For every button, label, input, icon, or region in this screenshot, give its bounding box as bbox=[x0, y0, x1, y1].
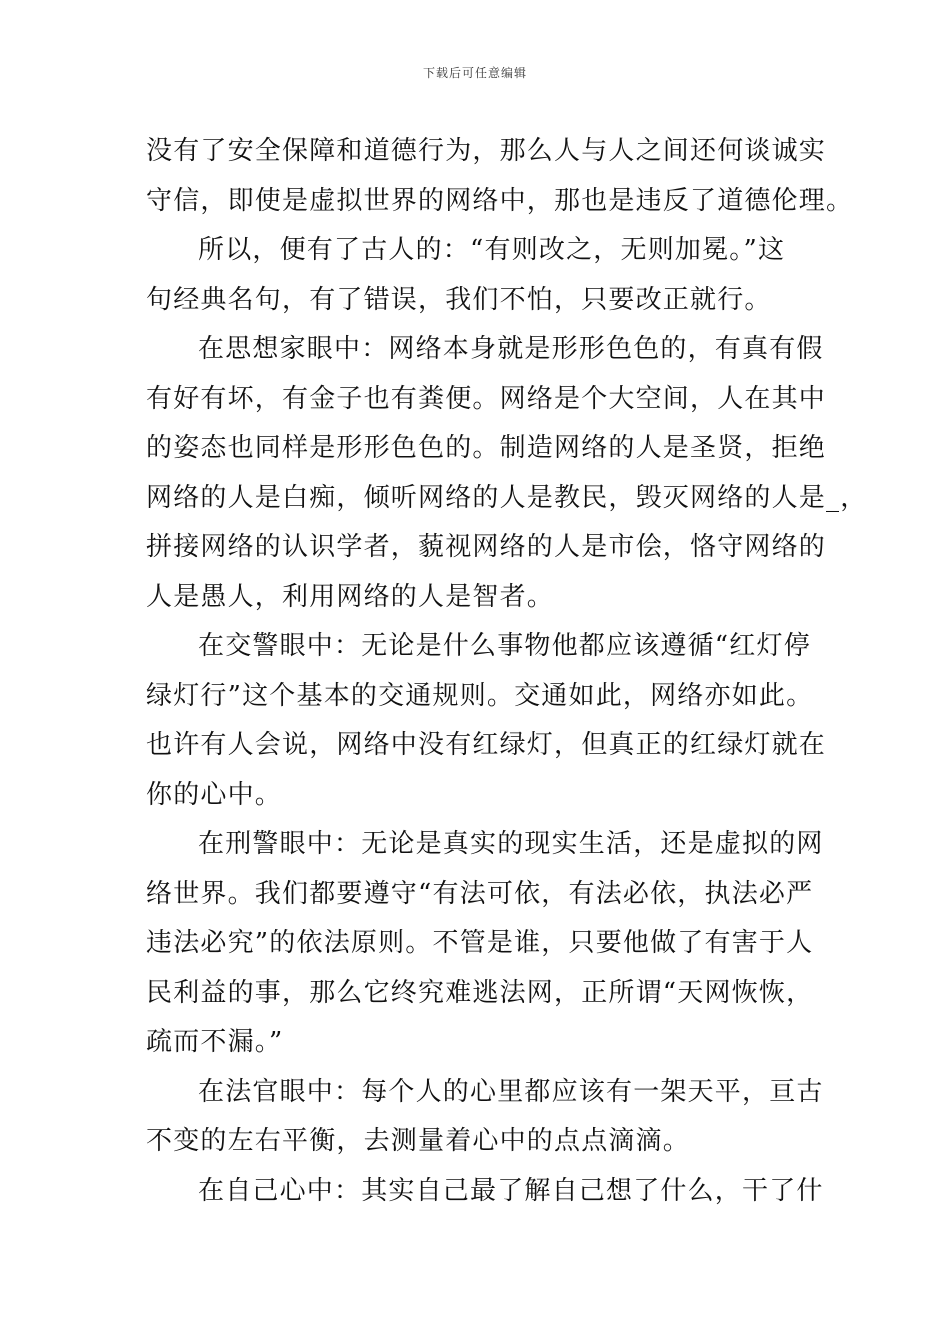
text-line: 在交警眼中：无论是什么事物他都应该遵循“红灯停 bbox=[198, 631, 811, 661]
text-line: 拼接网络的认识学者，藐视网络的人是市侩，恪守网络的 bbox=[146, 532, 827, 562]
text-line: 民利益的事，那么它终究难逃法网，正所谓“天网恢恢， bbox=[146, 977, 814, 1008]
text-line: 所以，便有了古人的：“有则改之，无则加冕。”这 bbox=[198, 235, 786, 265]
text-line: 也许有人会说，网络中没有红绿灯，但真正的红绿灯就在 bbox=[146, 730, 827, 760]
body-text bbox=[146, 127, 868, 1216]
text-line: 疏而不漏。” bbox=[146, 1027, 284, 1057]
text-line: 人是愚人，利用网络的人是智者。 bbox=[146, 581, 555, 612]
text-line: 在刑警眼中：无论是真实的现实生活，还是虚拟的网 bbox=[198, 829, 824, 859]
text-line: 有好有坏，有金子也有粪便。网络是个大空间，人在其中 bbox=[146, 383, 827, 414]
text-line: 络世界。我们都要遵守“有法可依，有法必依，执法必严 bbox=[146, 878, 814, 909]
text-line: 绿灯行”这个基本的交通规则。交通如此，网络亦如此。 bbox=[146, 680, 814, 711]
text-line: 守信，即使是虚拟世界的网络中，那也是违反了道德伦理。 bbox=[146, 185, 854, 216]
text-line: 不变的左右平衡，去测量着心中的点点滴滴。 bbox=[146, 1126, 691, 1156]
text-line: 句经典名句，有了错误，我们不怕，只要改正就行。 bbox=[146, 284, 772, 315]
text-line: 在思想家眼中：网络本身就是形形色色的，有真有假 bbox=[198, 334, 824, 364]
text-line: 在法官眼中：每个人的心里都应该有一架天平，亘古 bbox=[198, 1076, 824, 1107]
text-line: 网络的人是白痴，倾听网络的人是教民，毁灭网络的人是_， bbox=[146, 482, 868, 513]
text-line: 违法必究”的依法原则。不管是谁，只要他做了有害于人 bbox=[146, 928, 814, 958]
text-line: 你的心中。 bbox=[146, 779, 283, 810]
page-header: 下载后可任意编辑 bbox=[422, 66, 527, 80]
text-line: 没有了安全保障和道德行为，那么人与人之间还何谈诚实 bbox=[146, 136, 827, 166]
text-line: 的姿态也同样是形形色色的。制造网络的人是圣贤，拒绝 bbox=[146, 433, 827, 463]
text-line: 在自己心中：其实自己最了解自己想了什么，干了什 bbox=[198, 1175, 824, 1206]
